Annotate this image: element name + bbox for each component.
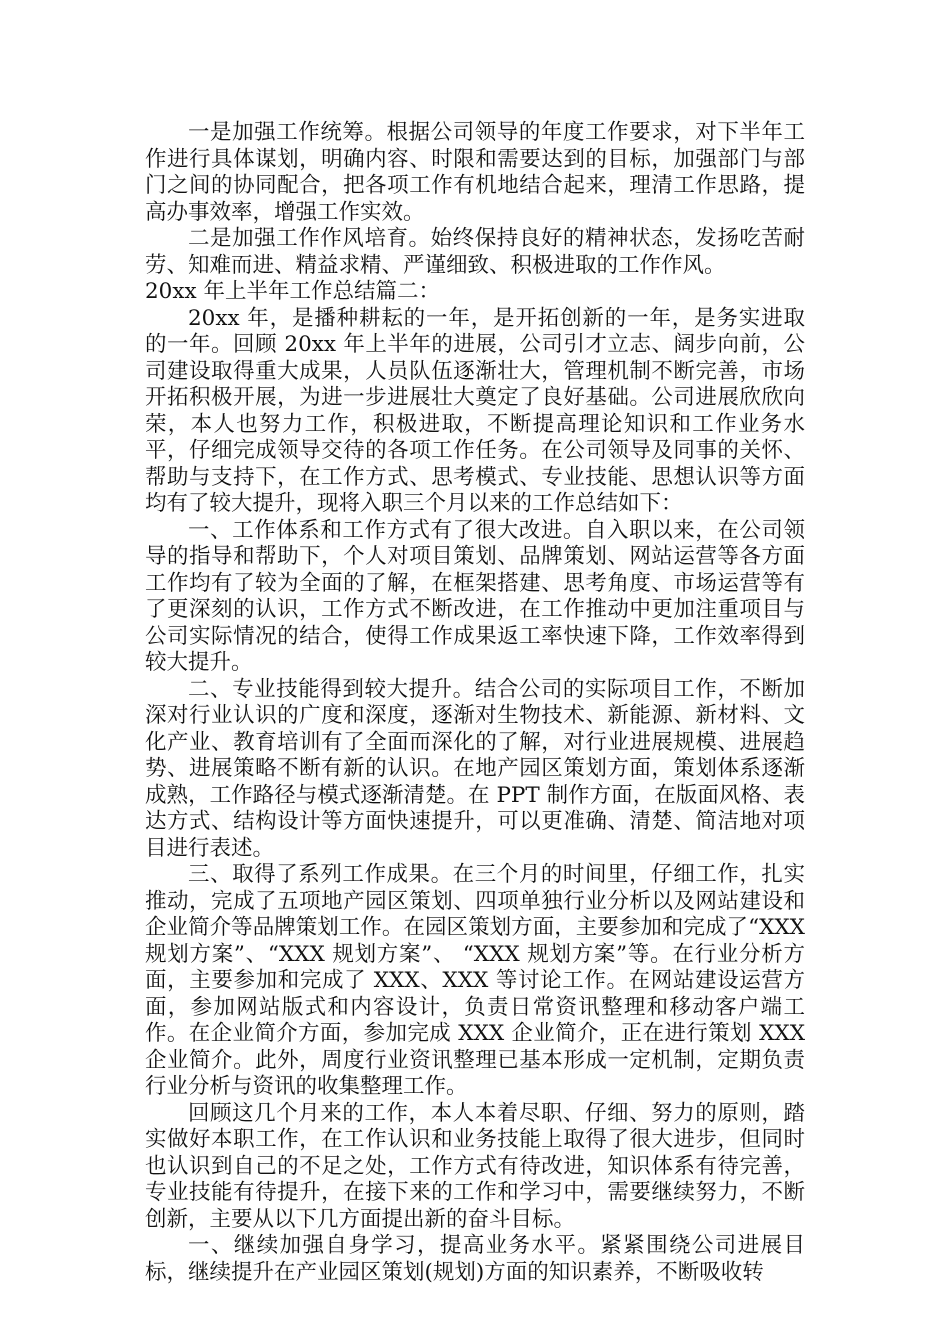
paragraph-professional-skills: 二、专业技能得到较大提升。结合公司的实际项目工作，不断加深对行业认识的广度和深度，逐渐对生物技术、新能源、新材料、文化产业、教育培训有了全面而深化的了解，对行业进展规模、进展趋势、进展策略不断有新的认识。在地产园区策划方面，策划体系逐渐成熟，工作路径与模式逐渐清楚。在 PPT 制作方面，在版面风格、表达方式、结构设计等方面快速提升，可以更准确、清楚、简洁地对项目进行表述。 (145, 676, 805, 861)
paragraph-work-results: 三、取得了系列工作成果。在三个月的时间里，仔细工作，扎实推动，完成了五项地产园区策划、四项单独行业分析以及网站建设和企业简介等品牌策划工作。在园区策划方面，主要参加和完成了“XXX 规划方案”、“XXX 规划方案”、 “XXX 规划方案”等。在行业分析方面，主要参加和完成了 XXX、XXX 等讨论工作。在网站建设运营方面，参加网站版式和内容设计，负责日常资讯整理和移动客户端工作。在企业简介方面，参加完成 XXX 企业简介，正在进行策划 XXX 企业简介。此外，周度行业资讯整理已基本形成一定机制，定期负责行业分析与资讯的收集整理工作。 (145, 862, 805, 1099)
paragraph-work-system: 一、工作体系和工作方式有了很大改进。自入职以来，在公司领导的指导和帮助下，个人对项目策划、品牌策划、网站运营等各方面工作均有了较为全面的了解，在框架搭建、思考角度、市场运营等有了更深刻的认识，工作方式不断改进，在工作推动中更加注重项目与公司实际情况的结合，使得工作成果返工率快速下降，工作效率得到较大提升。 (145, 517, 805, 675)
paragraph-work-style: 二是加强工作作风培育。始终保持良好的精神状态，发扬吃苦耐劳、知难而进、精益求精、严谨细致、积极进取的工作作风。 (145, 226, 805, 278)
document-page (145, 120, 805, 1286)
paragraph-review: 回顾这几个月来的工作，本人本着尽职、仔细、努力的原则，踏实做好本职工作，在工作认识和业务技能上取得了很大进步，但同时也认识到自己的不足之处，工作方式有待改进，知识体系有待完善，专业技能有待提升，在接下来的工作和学习中，需要继续努力，不断创新，主要从以下几方面提出新的奋斗目标。 (145, 1100, 805, 1232)
section-heading: 20xx 年上半年工作总结篇二： (145, 279, 440, 304)
paragraph-work-coordination: 一是加强工作统筹。根据公司领导的年度工作要求，对下半年工作进行具体谋划，明确内容、时限和需要达到的目标，加强部门与部门之间的协同配合，把各项工作有机地结合起来，理清工作思路，提高办事效率，增强工作实效。 (145, 120, 805, 225)
paragraph-goal-study: 一、继续加强自身学习，提高业务水平。紧紧围绕公司进展目标，继续提升在产业园区策划(规划)方面的知识素养，不断吸收转 (145, 1233, 805, 1285)
paragraph-intro: 20xx 年，是播种耕耘的一年，是开拓创新的一年，是务实进取的一年。回顾 20xx 年上半年的进展，公司引才立志、阔步向前，公司建设取得重大成果，人员队伍逐渐壮大，管理机制不断完善，市场开拓积极开展，为进一步进展壮大奠定了良好基础。公司进展欣欣向荣，本人也努力工作，积极进取，不断提高理论知识和工作业务水平，仔细完成领导交待的各项工作任务。在公司领导及同事的关怀、帮助与支持下，在工作方式、思考模式、专业技能、思想认识等方面均有了较大提升，现将入职三个月以来的工作总结如下： (145, 305, 805, 516)
